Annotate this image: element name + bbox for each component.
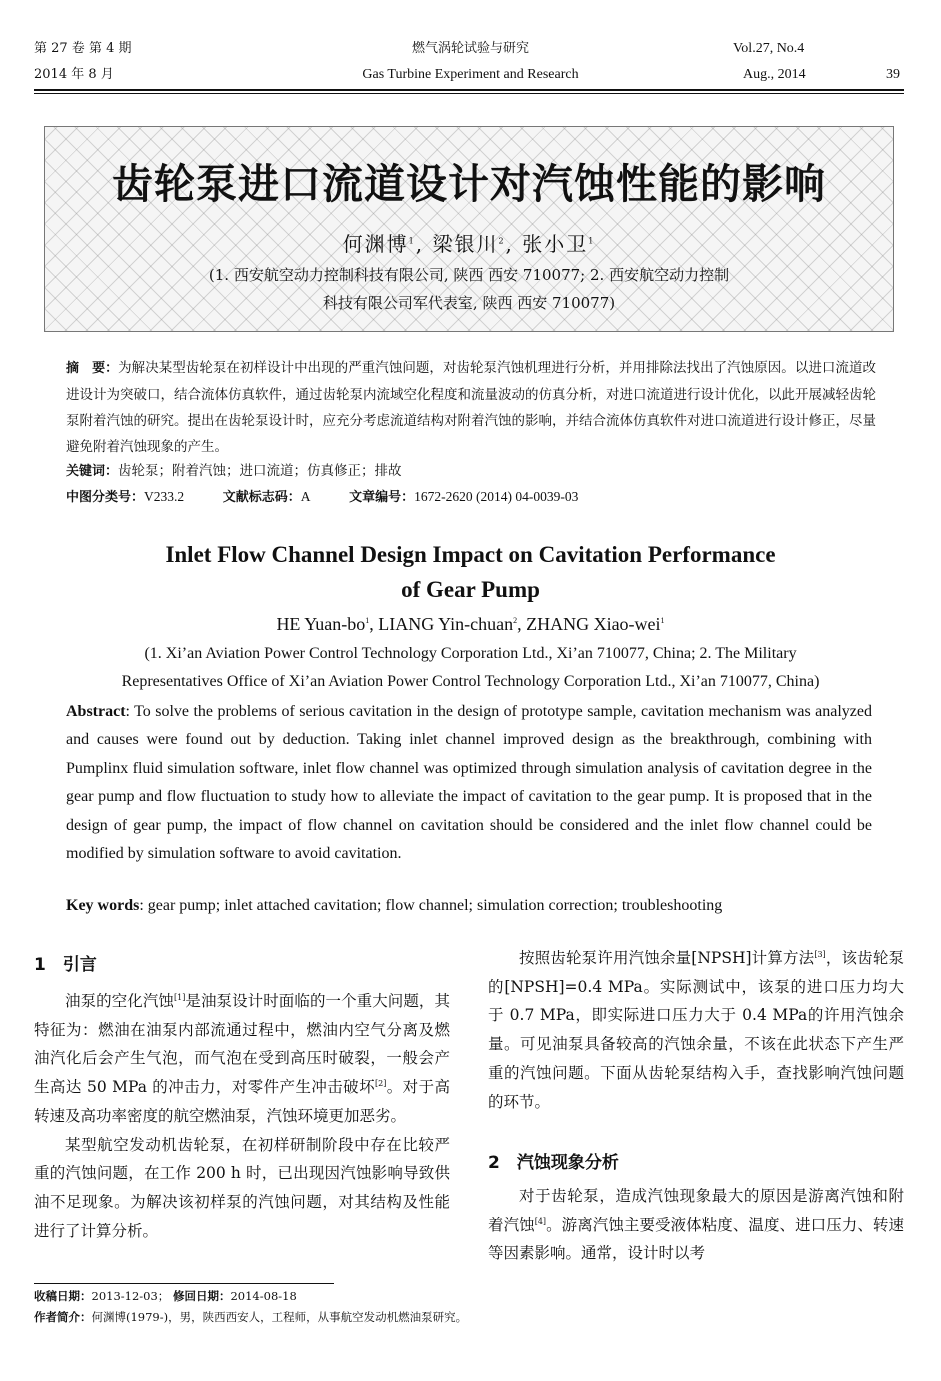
revised-value: 2014-08-18 <box>230 1289 297 1303</box>
keywords-en <box>66 897 876 915</box>
abstract-zh-text: 为解决某型齿轮泵在初样设计中出现的严重汽蚀问题，对齿轮泵汽蚀机理进行分析，并用排除法找出了汽蚀原因。以进口流道改进设计为突破口，结合流体仿真软件，通过齿轮泵内流域空化程度和流量波动的仿真分析，对进口流道进行设计优化，以此开展减轻齿轮泵附着汽蚀的研究。提出在齿轮泵设计时，应充分考虑流道结构对附着汽蚀的影响，并结合流体仿真软件对进口流道进行设计修正，尽量避免附着汽蚀现象的产生。 <box>66 360 876 455</box>
abstract-en <box>66 698 872 868</box>
paper-title-zh: 齿轮泵进口流道设计对汽蚀性能的影响 <box>112 160 826 208</box>
header-rule <box>34 89 904 91</box>
paper-title-en-line2: of Gear Pump <box>401 577 540 602</box>
section-1-paragraph-2: 某型航空发动机齿轮泵，在初样研制阶段中存在比较严重的汽蚀问题，在工作 200 h 时，已出现因汽蚀影响导致供油不足现象。为解决该初样泵的汽蚀问题，对其结构及性能进行了计算分析。 <box>34 1135 450 1240</box>
article-number-label: 文章编号： <box>349 490 415 505</box>
section-2-paragraph-1: 对于齿轮泵，造成汽蚀现象最大的原因是游离汽蚀和附着汽蚀[4]。游离汽蚀主要受液体粘度、温度、进口压力、转速等因素影响。通常，设计时以考 <box>488 1187 904 1263</box>
right-column-top <box>488 944 904 1116</box>
keywords-en-text: : gear pump; inlet attached cavitation; flow channel; simulation correction; troubleshooting <box>139 897 723 914</box>
author-bio-value: 何渊博(1979-)，男，陕西西安人，工程师，从事航空发动机燃油泵研究。 <box>91 1310 468 1324</box>
classification-line <box>66 484 578 511</box>
left-column <box>34 987 450 1245</box>
section-1-paragraph-1: 油泵的空化汽蚀[1]是油泵设计时面临的一个重大问题，其特征为：燃油在油泵内部流通过程中，燃油内空气分离及燃油汽化后会产生气泡，而气泡在受到高压时破裂，一般会产生高达 50 MPa 的冲击力，对零件产生冲击破坏[2]。对于高转速及高功率密度的航空燃油泵，汽蚀环境更加恶劣。 <box>34 992 450 1125</box>
right-column-bottom <box>488 1182 904 1268</box>
authors-zh: 何渊博$^1$, 梁银川$^2$, 张小卫$^1$ <box>342 232 596 256</box>
keywords-en-label: Key words <box>66 897 140 914</box>
received-dates <box>34 1288 297 1304</box>
keywords-zh-label: 关键词： <box>66 464 119 479</box>
received-label: 收稿日期： <box>34 1289 92 1303</box>
author-bio-label: 作者简介： <box>34 1310 92 1324</box>
authors-en: HE Yuan-$bo^1$, LIANG Yin-chuan$^2$, ZHANG Xiao-wei$^1$ <box>276 614 665 634</box>
received-value: 2013-12-03； <box>91 1289 170 1303</box>
publication-date: 2014 年 8 月 <box>34 67 114 82</box>
header-rule-thin <box>34 93 904 94</box>
abstract-en-label: Abstract <box>66 703 126 720</box>
title-box <box>44 126 894 332</box>
section-2-heading: 2 汽蚀现象分析 <box>488 1153 619 1173</box>
section-1-heading: 1 引言 <box>34 955 97 975</box>
affiliation-en-line2: Representatives Office of Xi’an Aviation Power Control Technology Corporation Ltd., Xi’an 710077, China) <box>121 673 820 690</box>
journal-name-zh: 燃气涡轮试验与研究 <box>411 41 529 56</box>
page-number: 39 <box>886 67 900 82</box>
abstract-en-text: : To solve the problems of serious cavitation in the design of prototype sample, cavitation mechanism was analyzed and causes were found out by deduction. Taking inlet channel improved design as the breakthrough, combining with Pumplinx fluid simulation software, inlet flow channel was optimized through simulation analysis of cavitation degree in the gear pump and flow fluctuation to study how to alleviate the impact of cavitation to the gear pump. It is proposed that in the design of gear pump, the impact of flow channel on cavitation should be considered and the inlet flow channel could be modified by simulation software to avoid cavitation. <box>66 703 872 863</box>
volume-issue-en: Vol.27, No.4 <box>733 41 805 56</box>
doc-code-label: 文献标志码： <box>222 490 301 505</box>
keywords-zh <box>66 458 402 485</box>
revised-label: 修回日期： <box>172 1289 231 1303</box>
clc-value: V233.2 <box>144 489 185 504</box>
keywords-zh-text: 齿轮泵；附着汽蚀；进口流道；仿真修正；排故 <box>118 463 402 479</box>
affiliation-zh-line2: 科技有限公司军代表室, 陕西 西安 710077) <box>322 294 616 312</box>
doc-code-value: A <box>300 489 311 504</box>
abstract-zh <box>66 355 876 460</box>
article-number-value: 1672-2620 (2014) 04-0039-03 <box>414 489 579 504</box>
journal-name-en: Gas Turbine Experiment and Research <box>362 67 579 82</box>
affiliation-en-line1: (1. Xi’an Aviation Power Control Technology Corporation Ltd., Xi’an 710077, China; 2. The Military <box>144 645 797 662</box>
footnote-rule <box>34 1283 334 1284</box>
author-bio <box>34 1309 467 1325</box>
right-column-paragraph-1: 按照齿轮泵许用汽蚀余量[NPSH]计算方法[3]，该齿轮泵的[NPSH]=0.4 MPa。实际测试中，该泵的进口压力均大于 0.7 MPa，即实际进口压力大于 0.4 MPa的许用汽蚀余量。可见油泵具备较高的汽蚀余量，不该在此状态下产生严重的汽蚀问题。下面从齿轮泵结构入手，查找影响汽蚀问题的环节。 <box>488 949 904 1111</box>
abstract-zh-label: 摘 要： <box>66 361 119 376</box>
affiliation-zh-line1: (1. 西安航空动力控制科技有限公司, 陕西 西安 710077; 2. 西安航空动力控制 <box>208 266 730 284</box>
paper-title-en-line1: Inlet Flow Channel Design Impact on Cavitation Performance <box>165 542 776 567</box>
clc-label: 中图分类号： <box>66 490 145 505</box>
volume-issue: 第 27 卷 第 4 期 <box>34 41 132 56</box>
publication-date-en: Aug., 2014 <box>743 67 806 82</box>
